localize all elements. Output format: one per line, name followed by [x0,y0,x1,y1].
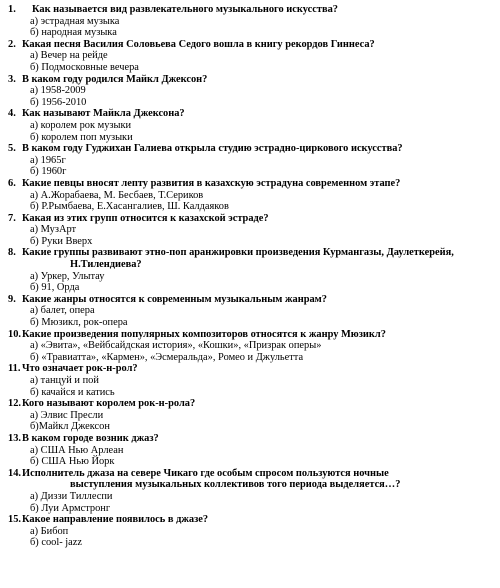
question-15 [8,514,500,549]
question-text-line: Какие певцы вносят лепту развития в казахскую эстрадуна современном этапе? [22,177,401,189]
question-number: 13. [8,432,21,444]
question-title [8,178,500,190]
answer-option: а) 1958-2009 [30,85,86,97]
answer-option: б) народная музыка [30,27,117,39]
question-10 [8,329,500,364]
question-number: 1. [8,4,16,15]
answer-option: б) cool- jazz [30,537,83,549]
answer-option: а) США Нью Арлеан [30,444,124,456]
question-number: 11. [8,363,21,375]
question-title [8,39,500,51]
question-text [22,468,400,491]
question-14 [8,468,500,514]
answer-option: б) 91, Орда [30,282,80,294]
question-title [8,74,500,86]
answer-option: б)Майкл Джексон [30,421,110,433]
answer-option: б) качайся и катись [30,386,115,398]
question-text [22,329,386,341]
question-text-line: Как называют Майкла Джексона? [22,108,185,120]
question-2 [8,39,500,74]
answer-option: б) 1960г [30,166,67,178]
question-number: 15. [8,514,21,526]
answer-option: б) Мюзикл, рок-опера [30,317,128,329]
question-number: 6. [8,177,16,189]
question-title [8,514,500,526]
answer-option: б) Подмосковные вечера [30,61,139,73]
question-text [22,74,207,86]
question-5 [8,143,500,178]
answer-option: а) «Эвита», «Вейбсайдская история», «Кошки», «Призрак оперы» [30,340,322,352]
question-text [22,213,269,225]
question-title [8,398,500,410]
answer-option: б) Руки Вверх [30,235,93,247]
question-title [8,143,500,155]
question-text-line: В каком году родился Майкл Джексон? [22,73,208,85]
question-text-continuation: Н.Тилендиева? [70,259,142,271]
answer-option: б) королем поп музыки [30,131,133,143]
answer-option: б) США Нью Йорк [30,456,115,468]
answer-option: б) 1956-2010 [30,96,87,108]
answer-option: а) танцуй и пой [30,375,99,386]
question-text-line: Какие группы развивают этно-поп аранжировки произведения Курмангазы, Даулеткерейя, [22,247,454,259]
question-title [8,433,500,445]
question-text-line: Что означает рок-н-рол? [22,363,138,375]
question-title [8,468,500,491]
answer-option: б) Р.Рымбаева, Е.Хасангалиев, Ш. Калдаяков [30,201,229,213]
answer-option: а) А.Жорабаева, М. Бесбаев, Т.Сериков [30,189,204,201]
question-text-line: Кого называют королем рок-н-рола? [22,398,196,410]
answer-option: а) МузАрт [30,224,77,236]
question-text [32,4,338,16]
question-text [22,363,138,375]
question-12 [8,398,500,433]
question-1 [8,4,500,39]
question-number: 10. [8,328,21,340]
answer-option: а) королем рок музыки [30,119,132,131]
question-text [22,247,454,270]
question-number: 3. [8,73,16,85]
question-title [8,108,500,120]
answer-option: б) «Травиатта», «Кармен», «Эсмеральда», Ромео и Джульетта [30,351,304,363]
question-text-line: Исполнитель джаза на севере Чикаго где особым спросом пользуются ночные [22,467,389,479]
question-text [22,514,208,526]
question-title [8,247,500,270]
question-text [22,398,195,410]
question-title [8,4,500,16]
answer-option: а) Элвис Пресли [30,409,104,421]
question-title [8,363,500,375]
answer-option: б) Луи Армстронг [30,502,111,514]
answer-option: а) Диззи Тиллеспи [30,490,113,502]
question-text-continuation: выступления музыкальных коллективов того периода выделяется…? [70,479,401,491]
question-9 [8,294,500,329]
question-text [22,108,185,120]
question-text-line: В каком году Гуджихан Галиева открыла студию эстрадно-циркового искусства? [22,143,403,155]
answer-option: а) 1965г [30,154,66,166]
question-text-line: Какая из этих групп относится к казахской эстраде? [22,212,269,224]
question-text [22,433,159,445]
question-4 [8,108,500,143]
answer-option: а) Вечер на рейде [30,50,108,62]
answer-option: а) Бибоп [30,525,69,537]
answer-option: а) балет, опера [30,305,95,317]
question-number: 14. [8,467,21,479]
question-7 [8,213,500,248]
question-text [22,39,375,51]
question-6 [8,178,500,213]
question-text [22,143,403,155]
answer-option: а) эстрадная музыка [30,15,120,27]
question-number: 5. [8,143,16,155]
question-text-line: Какое направление появилось в джазе? [22,514,209,526]
question-text [22,294,327,306]
question-8 [8,247,500,293]
question-title [8,213,500,225]
question-number: 2. [8,38,16,50]
question-number: 7. [8,212,16,224]
question-3 [8,74,500,109]
answer-option: а) Уркер, Улытау [30,270,105,282]
question-number: 9. [8,293,16,305]
question-title [8,329,500,341]
question-text-line: В каком городе возник джаз? [22,432,159,444]
question-number: 12. [8,398,21,410]
question-11 [8,363,500,398]
question-text-line: Какая песня Василия Соловьева Седого вошла в книгу рекордов Гиннеса? [22,38,375,50]
question-13 [8,433,500,468]
question-number: 4. [8,108,16,120]
question-text [22,178,400,190]
question-text-line: Какие произведения популярных композиторов относятся к жанру Мюзикл? [22,328,386,340]
question-number: 8. [8,247,16,259]
question-title [8,294,500,306]
question-text-line: Как называется вид развлекательного музыкального искусства? [32,4,338,15]
question-text-line: Какие жанры относятся к современным музыкальным жанрам? [22,293,327,305]
